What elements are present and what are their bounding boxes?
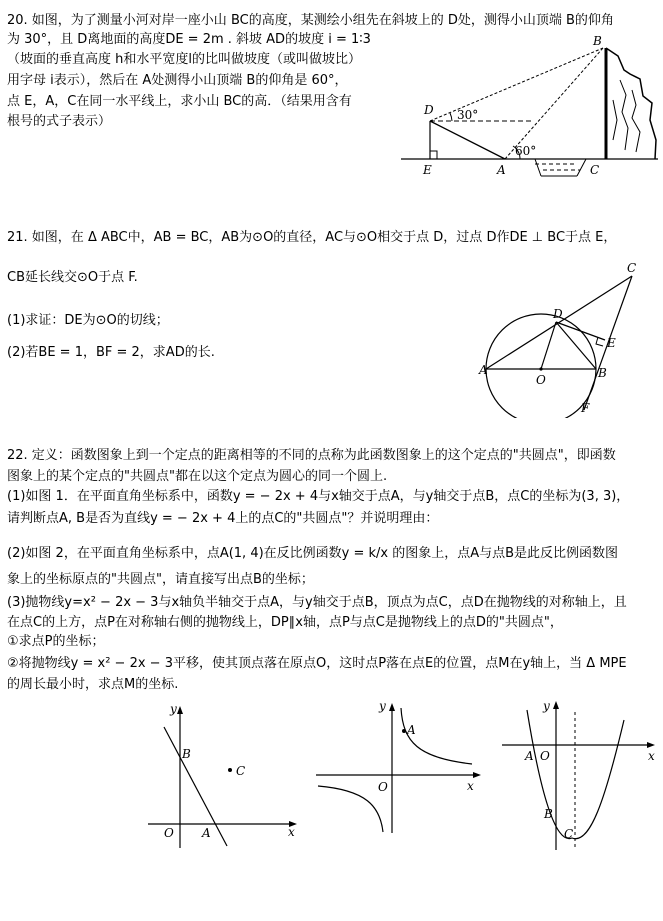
q22-line-1: 22. 定义：函数图象上到一个定点的距离相等的不同的点称为此函数图象上的这个定点的"共圆点"，即函数 [7, 448, 616, 463]
fig1-y-arrow [177, 706, 183, 714]
q20-line-5: 点 E，A，C在同一水平线上，求小山 BC的高．（结果用含有 [7, 94, 352, 109]
q22-line-7: (3)抛物线y=x² − 2x − 3与x轴负半轴交于点A，与y轴交于点B，顶点为点C，点D在抛物线的对称轴上，且 [7, 595, 627, 610]
q20-arc-30 [450, 113, 452, 121]
fig2-label-a: A [407, 723, 416, 737]
q21-line-1: 21. 如图，在 Δ ABC中，AB = BC，AB为⊙O的直径，AC与⊙O相交于点 D，过点 D作DE ⊥ BC于点 E， [7, 230, 617, 245]
fig2-label-o: O [378, 780, 388, 794]
q22-line-2: 图象上的某个定点的"共圆点"都在以这个定点为圆心的同一个圆上. [7, 469, 388, 484]
q22-line-8: 在点C的上方，点P在对称轴右侧的抛物线上，DP∥x轴，点P与点C是抛物线上的点D的"共圆点"， [7, 615, 563, 630]
fig3-label-c: C [564, 827, 574, 841]
q21-label-c: C [627, 261, 637, 275]
q22-figure-1 [140, 700, 305, 850]
q20-line-3: （坡面的垂直高度 h和水平宽度l的比叫做坡度（或叫做坡比） [7, 52, 361, 67]
fig1-point-c [228, 768, 232, 772]
q21-label-b: B [598, 366, 607, 380]
q21-label-d: D [553, 307, 563, 321]
q21-label-a: A [479, 363, 488, 377]
q20-river-bank-left [535, 159, 541, 176]
q22-line-9: ①求点P的坐标； [7, 634, 105, 649]
fig1-label-a: A [202, 826, 211, 840]
q20-right-angle-e [430, 151, 437, 159]
q22-line-11: 的周长最小时，求点M的坐标. [7, 677, 179, 692]
fig1-label-b: B [182, 747, 191, 761]
q21-label-e: E [607, 336, 616, 350]
q20-line-4: 用字母 i表示），然后在 A处测得小山顶端 B的仰角是 60°， [7, 73, 348, 88]
q20-slope-ad [430, 121, 505, 159]
q22-line-3: (1)如图 1．在平面直角坐标系中，函数y = − 2x + 4与x轴交于点A，与y轴交于点B，点C的坐标为(3, 3)， [7, 489, 630, 504]
q20-river-bank-right [577, 159, 586, 176]
q21-line-2: CB延长线交⊙O于点 F. [7, 270, 138, 285]
q20-hill-rock-3 [613, 100, 617, 140]
q20-angle-60: 60° [515, 144, 537, 158]
fig3-label-b: B [544, 807, 553, 821]
fig2-point-a [402, 729, 406, 733]
fig1-label-y: y [170, 702, 177, 716]
q20-hill-rock-2 [632, 90, 640, 152]
fig3-label-x: x [648, 749, 655, 763]
fig1-label-x: x [288, 825, 295, 839]
q20-line-6: 根号的式子表示） [7, 114, 112, 129]
fig3-y-arrow [553, 701, 559, 709]
q21-center-point [539, 367, 542, 370]
q20-label-c: C [590, 163, 600, 177]
q21-label-f: F [581, 401, 590, 415]
q21-line-3: (1)求证：DE为⊙O的切线； [7, 313, 169, 328]
q22-line-5: (2)如图 2，在平面直角坐标系中，点A(1, 4)在反比例函数y = k/x 的图象上，点A与点B是此反比例函数图 [7, 546, 619, 561]
fig2-label-y: y [379, 699, 386, 713]
fig2-x-arrow [473, 772, 481, 778]
q20-angle-30: 30° [457, 108, 479, 122]
fig3-label-y: y [543, 699, 550, 713]
fig2-hyperbola-q3 [318, 786, 383, 832]
q21-figure [475, 258, 650, 418]
fig1-label-c: C [236, 764, 246, 778]
fig3-label-o: O [540, 749, 550, 763]
q20-hill-rock-1 [620, 80, 628, 150]
q22-figure-3 [495, 695, 660, 855]
q20-label-d: D [424, 103, 434, 117]
q22-line-6: 象上的坐标原点的"共圆点"，请直接写出点B的坐标； [7, 572, 314, 587]
q20-line-ab [505, 48, 603, 159]
q20-label-e: E [423, 163, 432, 177]
q20-label-a: A [497, 163, 506, 177]
fig2-y-arrow [389, 703, 395, 711]
q21-label-o: O [536, 373, 546, 387]
q22-line-10: ②将抛物线y = x² − 2x − 3平移，使其顶点落在原点O，这时点P落在点E的位置，点M在y轴上，当 Δ MPE [7, 656, 627, 671]
fig2-label-x: x [467, 779, 474, 793]
fig3-x-arrow [647, 742, 655, 748]
q22-line-4: 请判断点A, B是否为直线y = − 2x + 4上的点C的"共圆点"？并说明理由： [7, 511, 439, 526]
q20-line-2: 为 30°，且 D离地面的高度DE = 2m . 斜坡 AD的坡度 i = 1∶3 [7, 32, 371, 47]
fig3-label-a: A [525, 749, 534, 763]
q20-figure [395, 30, 663, 180]
q22-figure-2 [312, 697, 487, 837]
q20-label-b: B [593, 34, 602, 48]
q20-line-1: 20. 如图，为了测量小河对岸一座小山 BC的高度，某测绘小组先在斜坡上的 D处，测得小山顶端 B的仰角 [7, 13, 614, 28]
q21-line-4: (2)若BE = 1，BF = 2，求AD的长. [7, 345, 215, 360]
q21-circle-o [486, 314, 596, 418]
fig1-label-o: O [164, 826, 174, 840]
q20-line-db [430, 48, 603, 121]
